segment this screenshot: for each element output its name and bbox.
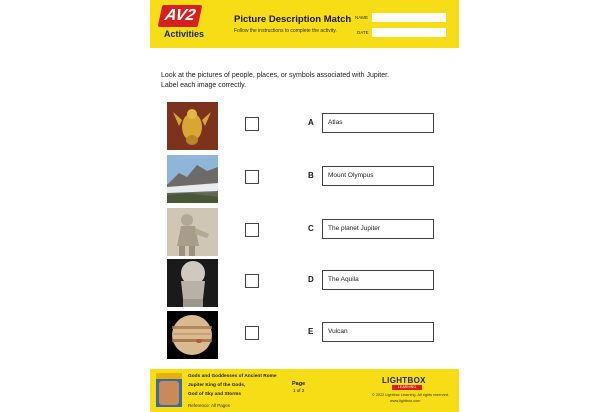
answer-box[interactable] (322, 166, 434, 186)
option-letter: B (308, 171, 314, 180)
match-row (150, 311, 459, 361)
option-letter: C (308, 224, 314, 233)
book-cover-art (159, 381, 179, 405)
option-letter: A (308, 118, 314, 127)
checkbox-d[interactable] (245, 274, 259, 288)
activities-label: Activities (164, 29, 205, 39)
instructions-line-1: Look at the pictures of people, places, or symbols associated with Jupiter. (161, 72, 390, 79)
answer-box[interactable] (322, 113, 434, 133)
stone-relief-icon (167, 208, 218, 256)
av2-logo-badge: AV2 (158, 5, 203, 27)
worksheet-footer (150, 369, 459, 412)
book-cover-thumbnail (156, 373, 182, 407)
instructions-line-2: Label each image correctly. (161, 81, 247, 89)
answer-label: Atlas (328, 119, 343, 126)
golden-eagle-ornament-icon (167, 102, 218, 150)
option-letter: E (308, 327, 314, 336)
checkbox-a[interactable] (245, 117, 259, 131)
golden-eagle-ornament-image (167, 102, 218, 150)
mountain-landscape-icon (167, 155, 218, 203)
match-row (150, 208, 459, 258)
worksheet-page (150, 0, 459, 412)
planet-jupiter-icon (167, 311, 218, 359)
instructions (161, 71, 421, 90)
worksheet-title: Picture Description Match (234, 14, 352, 25)
checkbox-b[interactable] (245, 170, 259, 184)
book-title-line-1: Jupiter King of the Gods, (188, 383, 246, 388)
answer-label: Vulcan (328, 328, 348, 335)
book-title-line-2: God of Sky and Storms (188, 392, 242, 397)
worksheet-header (150, 0, 459, 48)
stone-relief-image (167, 208, 218, 256)
answer-box[interactable] (322, 270, 434, 290)
checkbox-c[interactable] (245, 223, 259, 237)
mountain-landscape-image (167, 155, 218, 203)
lightbox-logo: LIGHTBOX (382, 376, 426, 385)
book-cover-band (156, 373, 182, 379)
statue-holding-globe-icon (167, 259, 218, 307)
answer-label: The Aquila (328, 276, 359, 283)
statue-holding-globe-image (167, 259, 218, 307)
match-row (150, 155, 459, 205)
book-series: Gods and Goddesses of Ancient Rome (188, 374, 277, 379)
name-field[interactable] (372, 13, 446, 22)
match-row (150, 259, 459, 309)
answer-box[interactable] (322, 219, 434, 239)
av2-logo (158, 5, 210, 45)
page-number: 1 of 2 (293, 388, 305, 393)
date-field[interactable] (372, 28, 446, 37)
planet-jupiter-image (167, 311, 218, 359)
match-row (150, 102, 459, 152)
checkbox-e[interactable] (245, 326, 259, 340)
date-label: DATE (357, 30, 369, 35)
worksheet-subtitle: Follow the instructions to complete the activity. (234, 28, 337, 34)
page-label: Page (292, 381, 306, 387)
name-label: NAME (355, 15, 369, 20)
answer-label: Mount Olympus (328, 172, 374, 179)
answer-box[interactable] (322, 322, 434, 342)
reference-note: Reference: All Pages (188, 403, 231, 408)
answer-label: The planet Jupiter (328, 225, 381, 232)
lightbox-logo-sub: LEARNING (392, 385, 422, 390)
option-letter: D (308, 275, 314, 284)
website-link[interactable]: www.lightbox.com (390, 399, 421, 403)
copyright-text: © 2022 Lightbox Learning. All rights reserved. (372, 393, 449, 397)
